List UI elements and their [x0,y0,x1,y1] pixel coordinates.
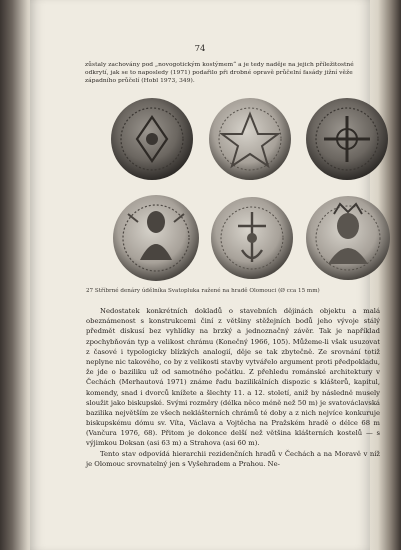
figure-caption: 27 Stříbrné denáry údělníka Svatopluka ražené na hradě Olomouci (Ø cca 15 mm) [86,288,320,294]
body-paragraph: Nedostatek konkrétních dokladů o stavebních dějinách objektu a malá obeznámenost s konstrukcemi činí z většiny stěžejních bodů jeho vývoje stálý předmět diskusí bez vyhlídky na brzký a jednoznačný závěr. Tak je například zpochybňován typ a velikost chrámu (Konečný 1966, 105). Můžeme-li však usuzovat z časové i typologicky blízkých analogií, děje se tak zbytečně. Ze srovnání totiž neplyne nic takového, co by z velikosti stavby vytvářelo argument proti předpokladu, že jde o baziliku už od samotného počátku. Z přehledu románské architektury v Čechách (Merhautová 1971) známe řadu bazilikálních dispozic s klášterů, kapitul, komendy, snad i dvorců knížete a šlechty 11. a 12. století, aniž by následně musely sloužit jako biskupské. Svými rozměry (délka něco méně než 50 m) je svatováclavská bazilika největším ze všech neklášterních chrámů té doby a z nich nejvíce konkuruje biskupskému dómu sv. Víta, Václava a Vojtěcha na Pražském hradě o délce 68 m (Vančura 1976, 68). Přitom je dokonce delší než většina klášterních kostelů — s výjimkou Doksan (asi 63 m) a Strahova (asi 60 m). [86,307,380,448]
coin-3 [306,98,388,180]
book-page [30,0,380,550]
coin-6 [306,196,390,280]
coin-plate-figure [102,92,394,287]
intro-paragraph: zůstaly zachovány pod „novogotickým kostýmem“ a je tedy naděje na jejich příležitostné odkrytí, jak se to naposledy (1971) podařilo při drobné opravě průčelní fasády jižní věže západního průčelí (Hobl 1973, 349). [85,62,354,84]
body-text [86,306,380,469]
page-number: 74 [194,44,206,54]
coin-5 [211,197,293,279]
coin-4 [113,195,199,281]
body-paragraph: Tento stav odpovídá hierarchii rezidenčních hradů v Čechách a na Moravě v níž je Olomouc srovnatelný jen s Vyšehradem a Prahou. Ne- [86,449,380,468]
coin-1 [111,98,193,180]
coin-2 [209,98,291,180]
